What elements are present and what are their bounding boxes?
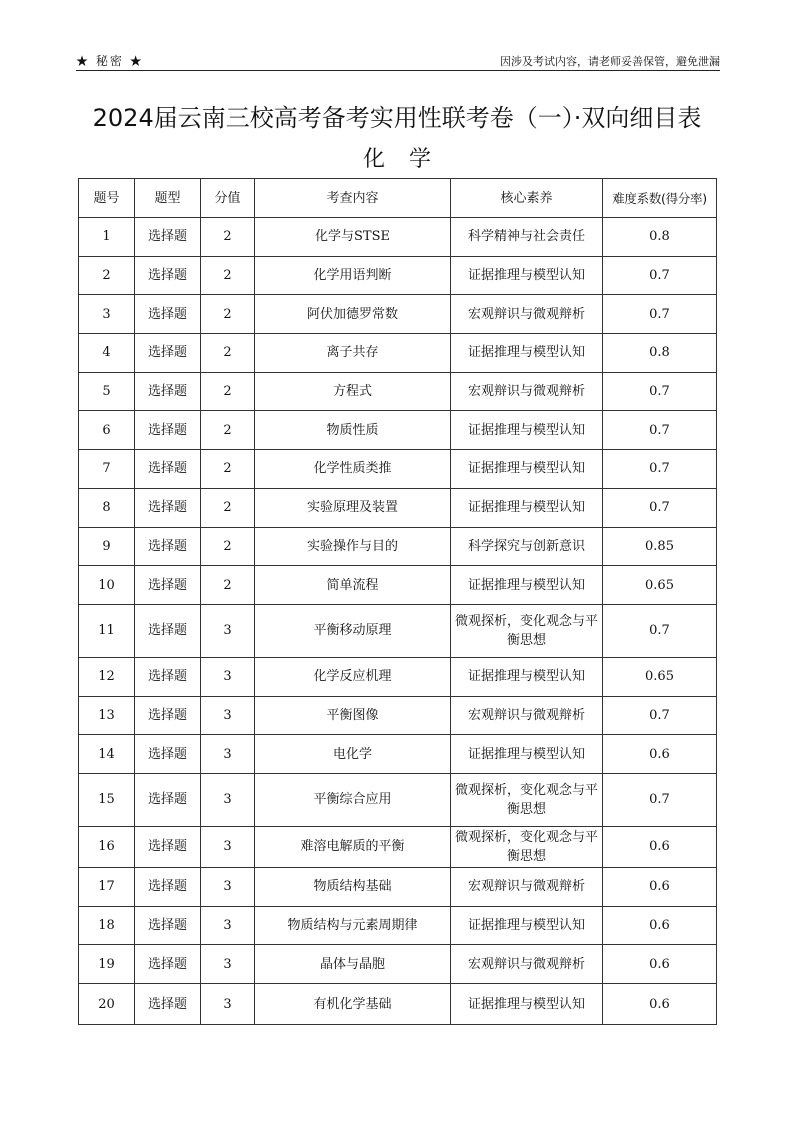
cell-type: 选择题 bbox=[135, 488, 201, 527]
cell-type: 选择题 bbox=[135, 527, 201, 566]
cell-content: 离子共存 bbox=[255, 334, 451, 373]
cell-type: 选择题 bbox=[135, 826, 201, 867]
cell-content: 实验原理及装置 bbox=[255, 488, 451, 527]
cell-type: 选择题 bbox=[135, 696, 201, 735]
cell-number: 7 bbox=[79, 450, 135, 489]
cell-core: 证据推理与模型认知 bbox=[451, 411, 603, 450]
cell-difficulty: 0.8 bbox=[603, 334, 717, 373]
table-row bbox=[79, 984, 717, 1025]
cell-number: 19 bbox=[79, 945, 135, 984]
cell-number: 11 bbox=[79, 604, 135, 657]
table-row bbox=[79, 945, 717, 984]
cell-core: 证据推理与模型认知 bbox=[451, 566, 603, 605]
confidential-notice: 因涉及考试内容，请老师妥善保管，避免泄漏 bbox=[500, 55, 720, 68]
header-number: 题号 bbox=[79, 179, 135, 218]
table-row bbox=[79, 773, 717, 826]
header-content: 考查内容 bbox=[255, 179, 451, 218]
table-row bbox=[79, 657, 717, 696]
cell-core: 科学精神与社会责任 bbox=[451, 218, 603, 257]
cell-content: 化学反应机理 bbox=[255, 657, 451, 696]
cell-difficulty: 0.7 bbox=[603, 372, 717, 411]
cell-core: 宏观辩识与微观辩析 bbox=[451, 945, 603, 984]
cell-score: 2 bbox=[201, 566, 255, 605]
cell-score: 2 bbox=[201, 372, 255, 411]
cell-number: 20 bbox=[79, 984, 135, 1025]
cell-score: 2 bbox=[201, 488, 255, 527]
cell-score: 2 bbox=[201, 334, 255, 373]
page-title: 2024届云南三校高考备考实用性联考卷（一）·双向细目表 bbox=[92, 104, 702, 132]
cell-content: 实验操作与目的 bbox=[255, 527, 451, 566]
cell-type: 选择题 bbox=[135, 295, 201, 334]
header-difficulty: 难度系数(得分率) bbox=[603, 179, 717, 218]
cell-core: 证据推理与模型认知 bbox=[451, 657, 603, 696]
cell-number: 5 bbox=[79, 372, 135, 411]
subject-title: 化学 bbox=[362, 147, 455, 172]
cell-number: 12 bbox=[79, 657, 135, 696]
cell-core: 证据推理与模型认知 bbox=[451, 906, 603, 945]
cell-number: 3 bbox=[79, 295, 135, 334]
table-row bbox=[79, 696, 717, 735]
cell-score: 3 bbox=[201, 696, 255, 735]
header-type: 题型 bbox=[135, 179, 201, 218]
cell-score: 2 bbox=[201, 450, 255, 489]
table-row bbox=[79, 735, 717, 774]
cell-number: 9 bbox=[79, 527, 135, 566]
cell-content: 化学用语判断 bbox=[255, 256, 451, 295]
cell-type: 选择题 bbox=[135, 984, 201, 1025]
cell-content: 简单流程 bbox=[255, 566, 451, 605]
cell-difficulty: 0.7 bbox=[603, 696, 717, 735]
table-row bbox=[79, 372, 717, 411]
cell-number: 1 bbox=[79, 218, 135, 257]
cell-type: 选择题 bbox=[135, 256, 201, 295]
cell-content: 难溶电解质的平衡 bbox=[255, 826, 451, 867]
table-row bbox=[79, 826, 717, 867]
cell-core: 微观探析，变化观念与平衡思想 bbox=[451, 773, 603, 826]
cell-type: 选择题 bbox=[135, 372, 201, 411]
table-row bbox=[79, 867, 717, 906]
table-row bbox=[79, 906, 717, 945]
table-row bbox=[79, 256, 717, 295]
cell-content: 有机化学基础 bbox=[255, 984, 451, 1025]
cell-difficulty: 0.7 bbox=[603, 295, 717, 334]
cell-number: 10 bbox=[79, 566, 135, 605]
cell-content: 晶体与晶胞 bbox=[255, 945, 451, 984]
cell-core: 证据推理与模型认知 bbox=[451, 334, 603, 373]
header-score: 分值 bbox=[201, 179, 255, 218]
cell-number: 2 bbox=[79, 256, 135, 295]
cell-core: 证据推理与模型认知 bbox=[451, 256, 603, 295]
cell-score: 3 bbox=[201, 735, 255, 774]
secret-label: ★ 秘密 ★ bbox=[76, 54, 144, 68]
cell-number: 8 bbox=[79, 488, 135, 527]
table-row bbox=[79, 604, 717, 657]
cell-type: 选择题 bbox=[135, 867, 201, 906]
cell-content: 方程式 bbox=[255, 372, 451, 411]
cell-content: 平衡移动原理 bbox=[255, 604, 451, 657]
cell-type: 选择题 bbox=[135, 334, 201, 373]
cell-score: 2 bbox=[201, 527, 255, 566]
cell-core: 微观探析，变化观念与平衡思想 bbox=[451, 826, 603, 867]
cell-score: 3 bbox=[201, 906, 255, 945]
cell-score: 2 bbox=[201, 411, 255, 450]
cell-number: 6 bbox=[79, 411, 135, 450]
cell-type: 选择题 bbox=[135, 218, 201, 257]
cell-content: 物质性质 bbox=[255, 411, 451, 450]
cell-core: 证据推理与模型认知 bbox=[451, 450, 603, 489]
cell-number: 15 bbox=[79, 773, 135, 826]
cell-content: 物质结构基础 bbox=[255, 867, 451, 906]
cell-difficulty: 0.6 bbox=[603, 906, 717, 945]
cell-content: 物质结构与元素周期律 bbox=[255, 906, 451, 945]
cell-difficulty: 0.7 bbox=[603, 488, 717, 527]
header-core-literacy: 核心素养 bbox=[451, 179, 603, 218]
cell-score: 2 bbox=[201, 256, 255, 295]
table-row bbox=[79, 450, 717, 489]
cell-difficulty: 0.7 bbox=[603, 256, 717, 295]
cell-difficulty: 0.7 bbox=[603, 773, 717, 826]
cell-core: 科学探究与创新意识 bbox=[451, 527, 603, 566]
cell-difficulty: 0.7 bbox=[603, 411, 717, 450]
cell-difficulty: 0.6 bbox=[603, 735, 717, 774]
table-row bbox=[79, 295, 717, 334]
cell-difficulty: 0.65 bbox=[603, 566, 717, 605]
page-header bbox=[76, 52, 720, 71]
cell-core: 证据推理与模型认知 bbox=[451, 984, 603, 1025]
cell-score: 3 bbox=[201, 604, 255, 657]
specification-table bbox=[78, 178, 717, 1025]
cell-type: 选择题 bbox=[135, 945, 201, 984]
table-row bbox=[79, 566, 717, 605]
cell-difficulty: 0.85 bbox=[603, 527, 717, 566]
cell-score: 3 bbox=[201, 945, 255, 984]
cell-core: 宏观辩识与微观辩析 bbox=[451, 372, 603, 411]
cell-difficulty: 0.6 bbox=[603, 867, 717, 906]
cell-difficulty: 0.8 bbox=[603, 218, 717, 257]
cell-score: 2 bbox=[201, 218, 255, 257]
cell-core: 微观探析，变化观念与平衡思想 bbox=[451, 604, 603, 657]
cell-difficulty: 0.65 bbox=[603, 657, 717, 696]
cell-number: 13 bbox=[79, 696, 135, 735]
cell-number: 4 bbox=[79, 334, 135, 373]
cell-type: 选择题 bbox=[135, 411, 201, 450]
cell-content: 电化学 bbox=[255, 735, 451, 774]
cell-core: 证据推理与模型认知 bbox=[451, 735, 603, 774]
table-row bbox=[79, 218, 717, 257]
cell-type: 选择题 bbox=[135, 657, 201, 696]
cell-difficulty: 0.7 bbox=[603, 604, 717, 657]
cell-core: 宏观辩识与微观辩析 bbox=[451, 295, 603, 334]
cell-difficulty: 0.6 bbox=[603, 826, 717, 867]
cell-type: 选择题 bbox=[135, 604, 201, 657]
table-row bbox=[79, 527, 717, 566]
cell-score: 3 bbox=[201, 773, 255, 826]
cell-core: 证据推理与模型认知 bbox=[451, 488, 603, 527]
table-row bbox=[79, 411, 717, 450]
cell-type: 选择题 bbox=[135, 450, 201, 489]
table-row bbox=[79, 334, 717, 373]
cell-number: 14 bbox=[79, 735, 135, 774]
cell-type: 选择题 bbox=[135, 906, 201, 945]
table-row bbox=[79, 488, 717, 527]
cell-number: 18 bbox=[79, 906, 135, 945]
cell-number: 16 bbox=[79, 826, 135, 867]
cell-type: 选择题 bbox=[135, 735, 201, 774]
cell-score: 3 bbox=[201, 826, 255, 867]
cell-content: 化学与STSE bbox=[255, 218, 451, 257]
cell-score: 3 bbox=[201, 657, 255, 696]
cell-number: 17 bbox=[79, 867, 135, 906]
cell-score: 3 bbox=[201, 984, 255, 1025]
cell-content: 化学性质类推 bbox=[255, 450, 451, 489]
cell-content: 平衡综合应用 bbox=[255, 773, 451, 826]
cell-type: 选择题 bbox=[135, 773, 201, 826]
cell-type: 选择题 bbox=[135, 566, 201, 605]
cell-difficulty: 0.6 bbox=[603, 984, 717, 1025]
cell-core: 宏观辩识与微观辩析 bbox=[451, 696, 603, 735]
cell-difficulty: 0.6 bbox=[603, 945, 717, 984]
cell-core: 宏观辩识与微观辩析 bbox=[451, 867, 603, 906]
cell-content: 阿伏加德罗常数 bbox=[255, 295, 451, 334]
table-header-row bbox=[79, 179, 717, 218]
cell-difficulty: 0.7 bbox=[603, 450, 717, 489]
cell-content: 平衡图像 bbox=[255, 696, 451, 735]
cell-score: 2 bbox=[201, 295, 255, 334]
cell-score: 3 bbox=[201, 867, 255, 906]
